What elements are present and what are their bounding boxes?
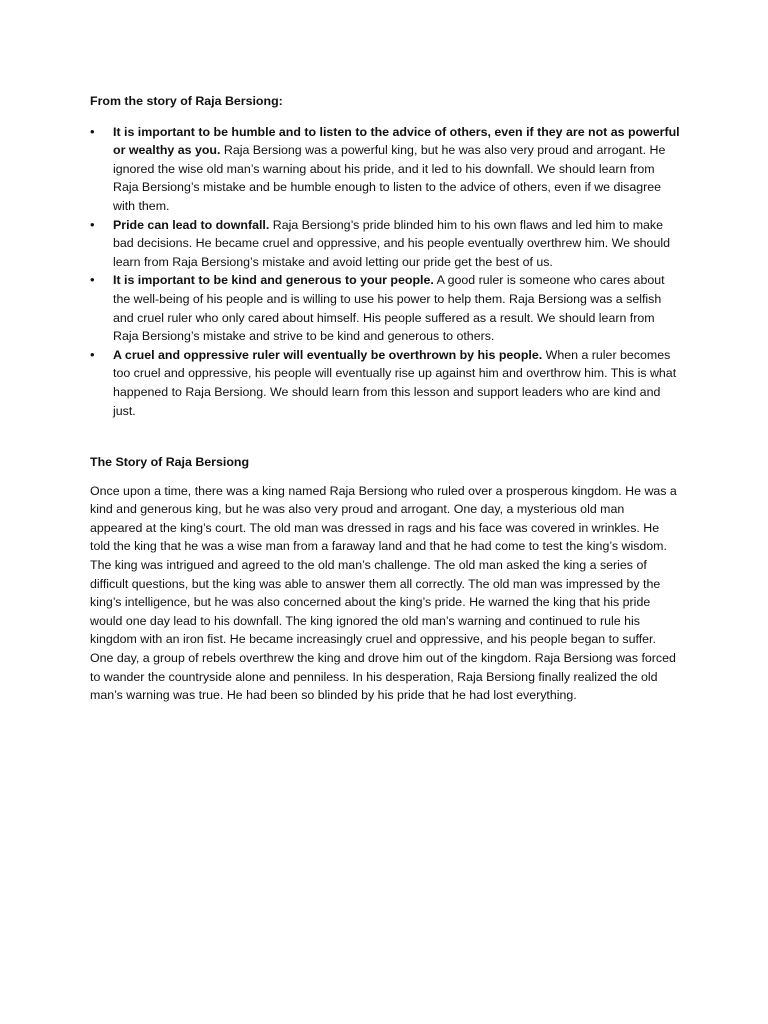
lesson-item [90, 271, 680, 345]
lesson-item [90, 346, 680, 420]
document-page [90, 92, 680, 705]
bullet-icon: • [90, 216, 95, 232]
bullet-icon: • [90, 272, 95, 288]
lessons-heading: From the story of Raja Bersiong: [90, 94, 283, 108]
lesson-item [90, 123, 680, 216]
lesson-lead: It is important to be kind and generous to your people. [113, 273, 434, 288]
story-title: The Story of Raja Bersiong [90, 455, 250, 470]
lesson-item [90, 216, 680, 272]
lesson-text: A good ruler is someone who cares about the well-being of his people and is willing to use his power to help them. Raja Bersiong was a selfish and cruel ruler who only cared about himself. His people suffered as a result. We should learn from Raja Bersiong’s mistake and strive to be kind and generous to others. [113, 273, 665, 344]
lesson-lead: Pride can lead to downfall. [113, 217, 270, 232]
lesson-text: When a ruler becomes too cruel and oppressive, his people will eventually rise up against him and overthrow him. This is what happened to Raja Bersiong. We should learn from this lesson and support leaders who are kind and just. [113, 347, 677, 418]
lesson-text: Raja Bersiong’s pride blinded him to his own flaws and led him to make bad decisions. He became cruel and oppressive, and his people eventually overthrew him. We should learn from Raja Bersiong’s mistake and avoid letting our pride get the best of us. [113, 217, 670, 269]
lesson-text: Raja Bersiong was a powerful king, but he was also very proud and arrogant. He ignored the wise old man’s warning about his pride, and it led to his downfall. We should learn from Raja Bersiong’s mistake and be humble enough to listen to the advice of others, even if we disagree with them. [113, 143, 666, 213]
lesson-lead: It is important to be humble and to listen to the advice of others, even if they are not as powerful or wealthy as you. [113, 124, 680, 158]
bullet-icon: • [90, 123, 95, 139]
lesson-lead: A cruel and oppressive ruler will eventually be overthrown by his people. [113, 347, 543, 362]
bullet-icon: • [90, 346, 95, 362]
lessons-list [90, 123, 680, 421]
story-body: Once upon a time, there was a king named Raja Bersiong who ruled over a prosperous kingdom. He was a kind and generous king, but he was also very proud and arrogant. One day, a mysterious old man appeared at the king’s court. The old man was dressed in rags and his face was covered in wrinkles. He told the king that he was a wise man from a faraway land and that he had come to test the king’s wisdom. The king was intrigued and agreed to the old man’s challenge. The old man asked the king a series of difficult questions, but the king was able to answer them all correctly. The old man was impressed by the king’s intelligence, but he was also concerned about the king’s pride. He warned the king that his pride would one day lead to his downfall. The king ignored the old man’s warning and continued to rule his kingdom with an iron fist. He became increasingly cruel and oppressive, and his people began to suffer. One day, a group of rebels overthrew the king and drove him out of the kingdom. Raja Bersiong was forced to wander the countryside alone and penniless. In his desperation, Raja Bersiong finally realized the old man’s warning was true. He had been so blinded by his pride that he had lost everything. [90, 483, 677, 703]
